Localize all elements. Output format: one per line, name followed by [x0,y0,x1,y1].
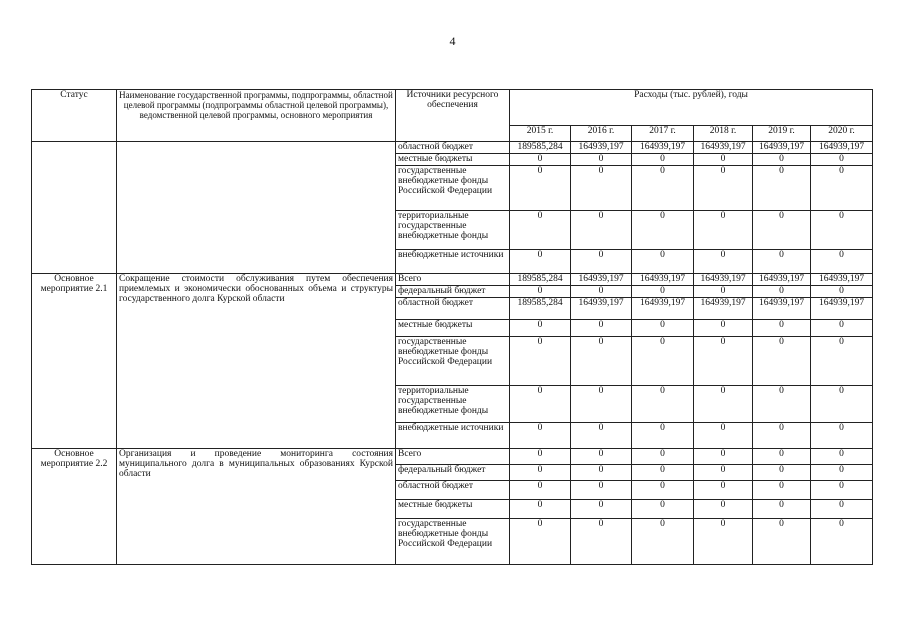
status-cell: Основное мероприятие 2.2 [32,449,117,565]
table-row [32,274,873,286]
value-cell: 0 [571,320,632,337]
value-cell: 164939,197 [571,298,632,320]
value-cell: 0 [753,386,811,423]
header-year: 2016 г. [571,126,632,142]
value-cell: 0 [510,154,571,166]
header-year: 2020 г. [811,126,873,142]
value-cell: 0 [811,337,873,386]
value-cell: 189585,284 [510,274,571,286]
value-cell: 0 [753,211,811,250]
source-cell: областной бюджет [396,298,510,320]
value-cell: 0 [632,211,694,250]
page-number: 4 [449,34,456,48]
program-name-cell: Сокращение стоимости обслуживания путем обеспечения приемлемых и экономически обоснованных объема и структуры государственного долга Курской области [117,274,396,449]
value-cell: 0 [694,465,753,481]
value-cell: 0 [571,166,632,211]
source-cell: Всего [396,274,510,286]
value-cell: 0 [571,250,632,274]
header-year: 2018 г. [694,126,753,142]
value-cell: 0 [632,500,694,519]
value-cell: 189585,284 [510,298,571,320]
source-cell: внебюджетные источники [396,250,510,274]
value-cell: 0 [510,519,571,565]
source-cell: областной бюджет [396,481,510,500]
value-cell: 0 [694,423,753,449]
source-cell: федеральный бюджет [396,465,510,481]
program-name-cell [117,142,396,274]
header-year: 2019 г. [753,126,811,142]
header-expenses: Расходы (тыс. рублей), годы [510,90,873,126]
value-cell: 0 [571,154,632,166]
value-cell: 0 [694,519,753,565]
value-cell: 0 [571,211,632,250]
value-cell: 164939,197 [811,142,873,154]
source-cell: местные бюджеты [396,320,510,337]
value-cell: 0 [753,337,811,386]
value-cell: 0 [632,166,694,211]
status-cell: Основное мероприятие 2.1 [32,274,117,449]
value-cell: 0 [753,250,811,274]
value-cell: 0 [811,500,873,519]
value-cell: 0 [510,250,571,274]
value-cell: 0 [632,154,694,166]
value-cell: 0 [694,500,753,519]
value-cell: 0 [811,519,873,565]
value-cell: 0 [694,154,753,166]
value-cell: 0 [632,250,694,274]
value-cell: 0 [510,166,571,211]
value-cell: 0 [510,423,571,449]
value-cell: 0 [694,286,753,298]
status-cell [32,142,117,274]
value-cell: 0 [632,286,694,298]
value-cell: 0 [571,500,632,519]
source-cell: внебюджетные источники [396,423,510,449]
value-cell: 0 [753,519,811,565]
value-cell: 0 [811,481,873,500]
table-row [32,449,873,465]
value-cell: 0 [811,286,873,298]
value-cell: 0 [632,423,694,449]
source-cell: областной бюджет [396,142,510,154]
value-cell: 0 [632,449,694,465]
value-cell: 0 [811,211,873,250]
value-cell: 0 [694,250,753,274]
source-cell: государственные внебюджетные фонды Российской Федерации [396,166,510,211]
source-cell: государственные внебюджетные фонды Российской Федерации [396,519,510,565]
value-cell: 164939,197 [811,298,873,320]
value-cell: 0 [811,423,873,449]
value-cell: 164939,197 [753,298,811,320]
header-status: Статус [32,90,117,142]
value-cell: 0 [753,500,811,519]
value-cell: 0 [694,166,753,211]
value-cell: 0 [632,386,694,423]
source-cell: государственные внебюджетные фонды Российской Федерации [396,337,510,386]
header-year: 2017 г. [632,126,694,142]
value-cell: 0 [510,386,571,423]
value-cell: 0 [632,481,694,500]
value-cell: 0 [753,166,811,211]
value-cell: 0 [510,481,571,500]
value-cell: 164939,197 [694,142,753,154]
value-cell: 0 [811,166,873,211]
source-cell: территориальные государственные внебюджетные фонды [396,211,510,250]
value-cell: 0 [694,449,753,465]
value-cell: 0 [632,519,694,565]
source-cell: территориальные государственные внебюджетные фонды [396,386,510,423]
value-cell: 164939,197 [632,274,694,286]
header-sources: Источники ресурсного обеспечения [396,90,510,142]
value-cell: 0 [811,386,873,423]
value-cell: 0 [571,519,632,565]
value-cell: 164939,197 [571,142,632,154]
value-cell: 164939,197 [811,274,873,286]
value-cell: 164939,197 [753,142,811,154]
value-cell: 0 [571,386,632,423]
value-cell: 164939,197 [571,274,632,286]
value-cell: 0 [571,449,632,465]
source-cell: федеральный бюджет [396,286,510,298]
value-cell: 189585,284 [510,142,571,154]
value-cell: 0 [694,320,753,337]
value-cell: 0 [753,423,811,449]
value-cell: 0 [632,465,694,481]
value-cell: 164939,197 [694,274,753,286]
value-cell: 0 [632,320,694,337]
value-cell: 164939,197 [694,298,753,320]
value-cell: 0 [811,154,873,166]
value-cell: 0 [811,320,873,337]
program-name-cell: Организация и проведение мониторинга состояния муниципального долга в муниципальных образованиях Курской области [117,449,396,565]
value-cell: 0 [632,337,694,386]
value-cell: 0 [510,465,571,481]
table-body [32,142,873,565]
value-cell: 0 [694,337,753,386]
source-cell: местные бюджеты [396,500,510,519]
value-cell: 0 [510,320,571,337]
value-cell: 0 [753,320,811,337]
value-cell: 0 [694,211,753,250]
value-cell: 0 [510,449,571,465]
value-cell: 0 [571,465,632,481]
value-cell: 0 [510,337,571,386]
source-cell: Всего [396,449,510,465]
value-cell: 0 [753,286,811,298]
value-cell: 0 [753,449,811,465]
value-cell: 0 [694,386,753,423]
header-year: 2015 г. [510,126,571,142]
value-cell: 0 [694,481,753,500]
budget-table [31,89,873,565]
value-cell: 0 [811,250,873,274]
value-cell: 0 [811,465,873,481]
value-cell: 164939,197 [753,274,811,286]
value-cell: 0 [753,481,811,500]
source-cell: местные бюджеты [396,154,510,166]
value-cell: 164939,197 [632,142,694,154]
value-cell: 0 [753,465,811,481]
value-cell: 0 [571,423,632,449]
value-cell: 0 [510,211,571,250]
header-program-name: Наименование государственной программы, подпрограммы, областной целевой программы (подпрограммы областной целевой программы), ведомственной целевой программы, основного мероприятия [117,90,396,142]
value-cell: 0 [571,286,632,298]
value-cell: 0 [510,500,571,519]
value-cell: 0 [753,154,811,166]
value-cell: 0 [571,481,632,500]
value-cell: 0 [510,286,571,298]
value-cell: 164939,197 [632,298,694,320]
value-cell: 0 [571,337,632,386]
value-cell: 0 [811,449,873,465]
table-row [32,142,873,154]
